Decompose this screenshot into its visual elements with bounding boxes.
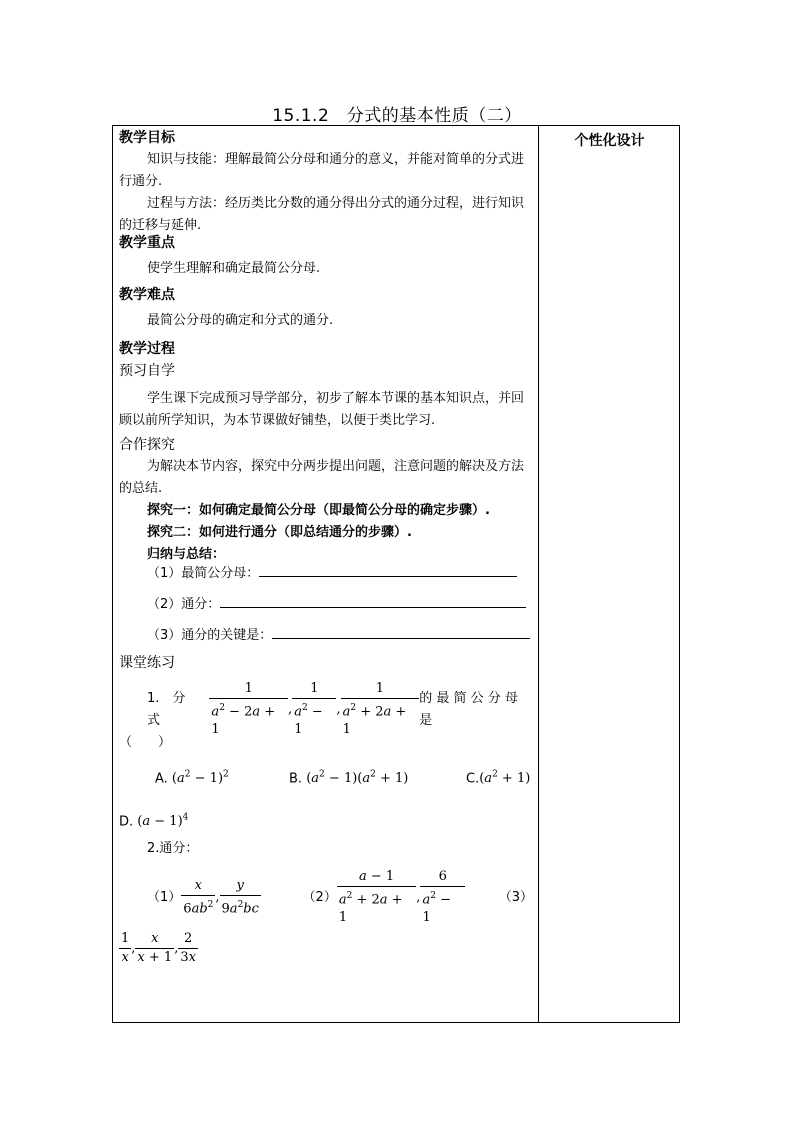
- q1-prefix: 1. 分 式: [147, 690, 186, 728]
- fraction: $\frac{x}{x + 1}$: [137, 931, 173, 965]
- fraction: $\frac{a - 1}{a^2 + 2a + 1}$: [337, 868, 416, 927]
- explore-two: 探究二：如何进行通分（即总结通分的步骤）.: [147, 525, 412, 540]
- fraction: $\frac{2}{3x}$: [180, 931, 196, 965]
- option-b: B. $(a^2 - 1)(a^2 + 1)$: [289, 770, 409, 787]
- key-section: [119, 232, 533, 280]
- page-title: 15.1.2 分式的基本性质（二）: [272, 106, 522, 126]
- difficulty-text: 最简公分母的确定和分式的通分.: [147, 313, 334, 328]
- preview-text: 学生课下完成预习导学部分，初步了解本节课的基本知识点，并回顾以前所学知识，为本节课做好铺垫，以便于类比学习.: [119, 391, 525, 428]
- q2-item-1-label: （1）: [147, 889, 182, 905]
- fraction: $\frac{y}{9a^2bc}$: [221, 878, 259, 917]
- difficulty-heading: 教学难点: [119, 287, 175, 303]
- process-heading: 教学过程: [119, 341, 175, 357]
- practice-heading-text: 课堂练习: [119, 655, 175, 671]
- explore-one: 探究一：如何确定最简公分母（即最简公分母的确定步骤）.: [147, 503, 490, 518]
- goals-heading: 教学目标: [119, 130, 175, 146]
- blank-line: [272, 624, 530, 639]
- blank-line: [259, 562, 517, 577]
- fraction: $\frac{x}{6ab^2}$: [183, 878, 214, 917]
- coop-heading: 合作探究: [119, 437, 175, 453]
- summary-heading: 归纳与总结：: [147, 547, 226, 562]
- blank-line: [220, 593, 526, 608]
- option-c: $C.(a^2 + 1)$: [466, 770, 531, 787]
- fraction: $\frac{6}{a^2 - 1}$: [420, 868, 465, 927]
- preview-heading: 预习自学: [119, 363, 175, 379]
- fraction: $\frac{1}{x}$: [121, 931, 130, 965]
- goals-process: 过程与方法：经历类比分数的通分得出分式的通分过程，进行知识的迁移与延伸.: [119, 196, 525, 233]
- option-c-label: C.: [466, 771, 480, 787]
- goals-section: [119, 127, 533, 237]
- column-divider: [538, 125, 539, 1023]
- option-d: D. $(a - 1)^4$: [119, 813, 189, 830]
- summary-item-2-label: （2）通分：: [147, 597, 221, 612]
- question-2-row: （1） $\frac{x}{6ab^2}$ , $\frac{y}{9a^2bc}$ （2） $\frac{a - 1}{a^2 + 2a + 1}$ , $\frac{6}{a^2 - 1}$ （3）: [147, 869, 533, 926]
- option-b-label: B.: [289, 771, 303, 787]
- fraction: $\frac{1}{a^2 - 1}$: [292, 680, 336, 739]
- difficulty-section: [119, 284, 533, 332]
- q1-paren: （ ）: [119, 735, 172, 750]
- summary-item-3: [147, 624, 533, 647]
- fraction: $\frac{1}{a^2 + 2a + 1}$: [341, 680, 420, 739]
- summary-item-1-label: （1）最简公分母：: [147, 566, 260, 581]
- q2-item-3-label: （3）: [498, 889, 533, 905]
- summary-item-3-label: （3）通分的关键是：: [147, 628, 273, 643]
- summary-item-2: [147, 593, 533, 616]
- question-2-item-3: $\frac{1}{x}$ , $\frac{x}{x + 1}$ , $\frac{2}{3x}$: [121, 931, 196, 965]
- side-column-header: 个性化设计: [574, 133, 645, 149]
- coop-text: 为解决本节内容，探究中分两步提出问题，注意问题的解决及方法的总结.: [119, 459, 525, 496]
- goals-knowledge: 知识与技能：理解最简公分母和通分的意义，并能对简单的分式进行通分.: [119, 152, 525, 189]
- process-section: [119, 338, 533, 566]
- key-heading: 教学重点: [119, 235, 175, 251]
- fraction: $\frac{1}{a^2 - 2a + 1}$: [209, 680, 288, 739]
- key-text: 使学生理解和确定最简公分母.: [147, 261, 321, 276]
- question-1: 1. 分 式 $\frac{1}{a^2 - 2a + 1}$ , $\frac{1}{a^2 - 1}$ , $\frac{1}{a^2 + 2a + 1}$ 的 最 简 公 分 母 是: [147, 680, 533, 739]
- practice-heading: [119, 652, 533, 674]
- q1-suffix: 的 最 简 公 分 母 是: [419, 690, 518, 728]
- q2-item-2-label: （2）: [302, 889, 337, 905]
- summary-item-1: [147, 562, 533, 585]
- option-d-label: D.: [119, 814, 134, 830]
- option-a-label: A.: [155, 771, 168, 787]
- question-2: 2.通分：: [147, 841, 199, 856]
- option-a: A. $(a^2 - 1)^2$: [155, 770, 229, 787]
